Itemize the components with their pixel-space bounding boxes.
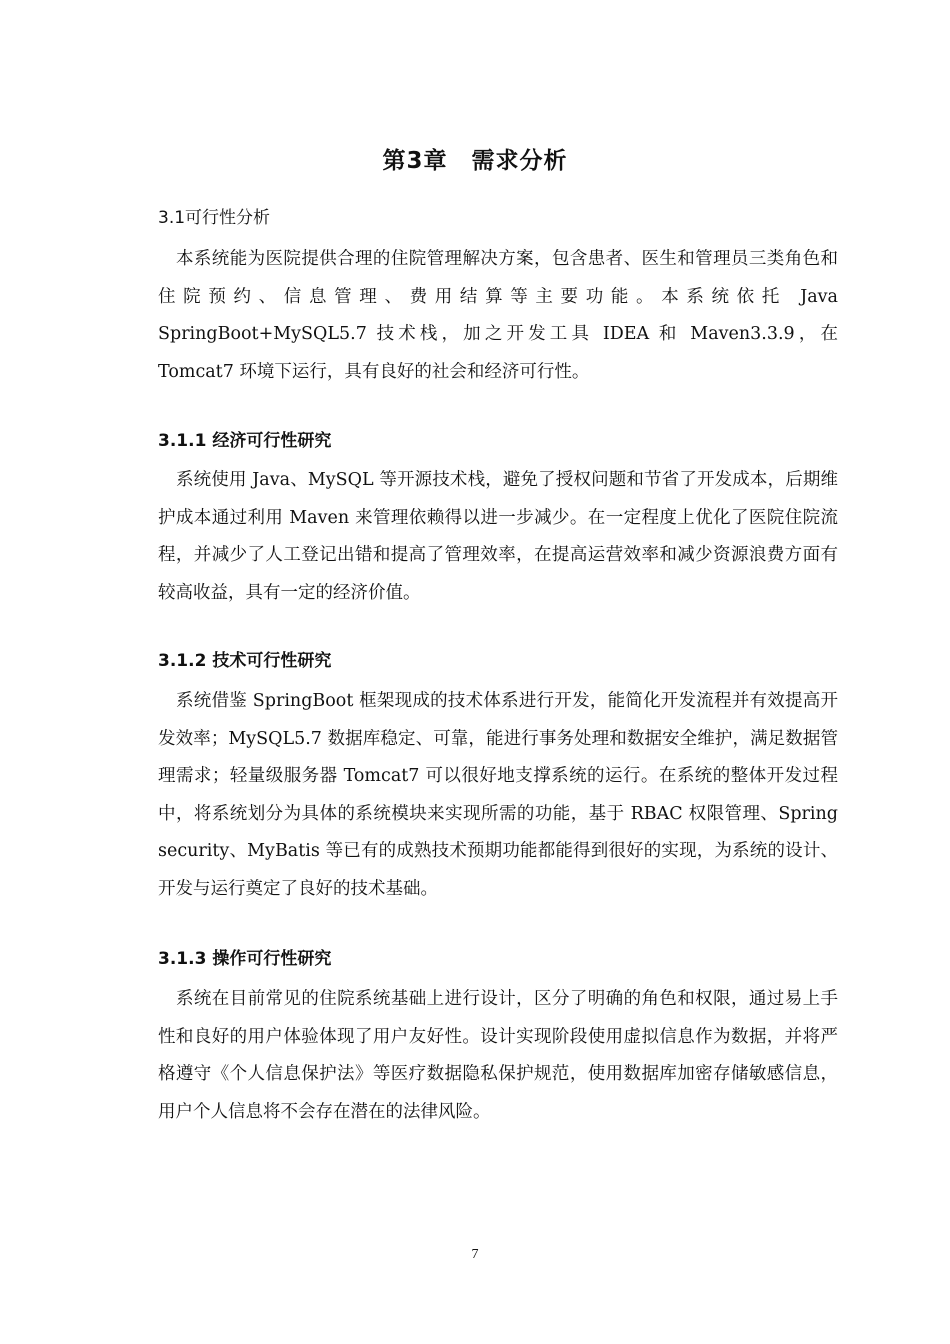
section-heading-3-1-3: 3.1.3 操作可行性研究 bbox=[158, 949, 332, 969]
section-paragraph-3-1-3: 系统在目前常见的住院系统基础上进行设计，区分了明确的角色和权限，通过易上手性和良好的用户体验体现了用户友好性。设计实现阶段使用虚拟信息作为数据，并将严格遵守《个人信息保护法》等医疗数据隐私保护规范，使用数据库加密存储敏感信息，用户个人信息将不会存在潜在的法律风险。 bbox=[158, 989, 838, 1122]
section-heading-3-1-1: 3.1.1 经济可行性研究 bbox=[158, 431, 332, 451]
section-paragraph-3-1: 本系统能为医院提供合理的住院管理解决方案，包含患者、医生和管理员三类角色和住院预约、信息管理、费用结算等主要功能。本系统依托 Java SpringBoot+MySQL5.7 技术栈，加之开发工具 IDEA 和 Maven3.3.9，在 Tomcat7 环境下运行，具有良好的社会和经济可行性。 bbox=[158, 249, 838, 382]
section-paragraph-3-1-2: 系统借鉴 SpringBoot 框架现成的技术体系进行开发，能简化开发流程并有效提高开发效率；MySQL5.7 数据库稳定、可靠，能进行事务处理和数据安全维护，满足数据管理需求；轻量级服务器 Tomcat7 可以很好地支撑系统的运行。在系统的整体开发过程中，将系统划分为具体的系统模块来实现所需的功能，基于 RBAC 权限管理、Spring security、MyBatis 等已有的成熟技术预期功能都能得到很好的实现，为系统的设计、开发与运行奠定了良好的技术基础。 bbox=[158, 691, 838, 899]
section-heading-3-1: 3.1可行性分析 bbox=[158, 208, 271, 228]
chapter-title: 第3章 需求分析 bbox=[382, 148, 568, 174]
section-heading-3-1-2: 3.1.2 技术可行性研究 bbox=[158, 651, 332, 671]
page-number: 7 bbox=[471, 1247, 479, 1262]
section-paragraph-3-1-1: 系统使用 Java、MySQL 等开源技术栈，避免了授权问题和节省了开发成本，后期维护成本通过利用 Maven 来管理依赖得以进一步减少。在一定程度上优化了医院住院流程，并减少了人工登记出错和提高了管理效率，在提高运营效率和减少资源浪费方面有较高收益，具有一定的经济价值。 bbox=[158, 470, 838, 603]
